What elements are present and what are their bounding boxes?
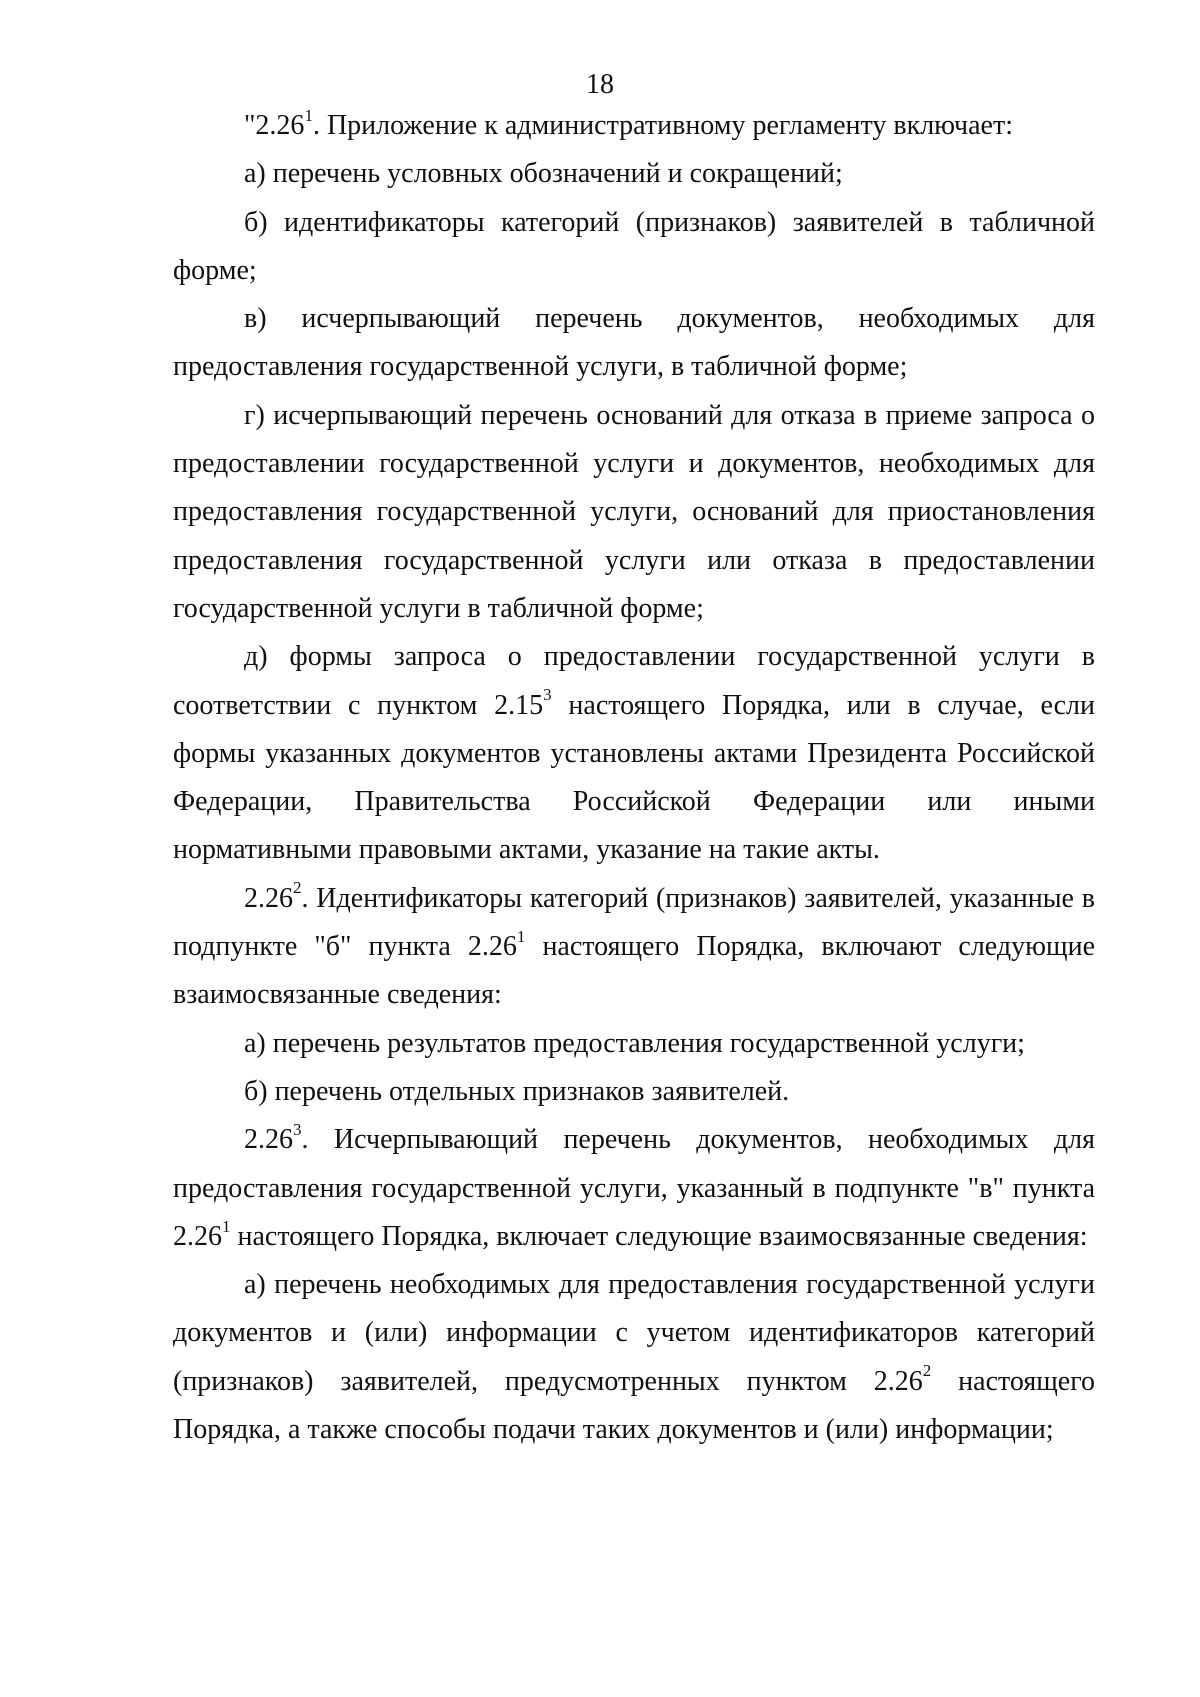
text-segment: "2.26 [244,110,305,141]
superscript-index: 3 [293,1119,302,1139]
text-segment: а) перечень результатов предоставления государственной услуги; [244,1027,1025,1059]
list-item-a [173,150,1095,198]
text-segment: настоящего Порядка, включает следующие взаимосвязанные сведения: [230,1220,1088,1252]
text-segment: а) перечень условных обозначений и сокращений; [244,158,843,190]
list-item-d [173,633,1095,874]
page-number: 18 [586,69,614,100]
list-item-v [173,295,1095,392]
text-segment: 2.26 [244,882,293,914]
superscript-index: 3 [543,685,552,705]
list-item-b-signs [173,1068,1095,1116]
superscript-index: 1 [516,926,526,946]
list-item-a-results [173,1020,1095,1068]
document-body [173,102,1095,1454]
text-segment: 2.26 [244,1124,293,1156]
paragraph-2-26-2 [173,875,1095,1020]
text-segment: в) исчерпывающий перечень документов, необходимых для предоставления государственной услуги, в табличной форме; [173,303,1095,383]
text-segment: б) идентификаторы категорий (признаков) заявителей в табличной форме; [173,206,1095,286]
text-segment: настоящего Порядка, включают следующие взаимосвязанные сведения: [173,931,1096,1011]
text-segment: а) перечень необходимых для предоставления государственной услуги документов и (или) информации с учетом идентификаторов категорий (признаков) заявителей, предусмотренных пунктом 2.26 [173,1269,1095,1397]
paragraph-2-26-3 [173,1116,1095,1261]
text-segment: . Исчерпывающий перечень документов, необходимых для предоставления государственной услуги, указанный в подпункте "в" пункта 2.26 [173,1124,1095,1252]
text-segment: г) исчерпывающий перечень оснований для отказа в приеме запроса о предоставлении государственной услуги и документов, необходимых для предоставления государственной услуги, оснований для приостановления предоставления государственной услуги или отказа в предоставлении государственной услуги в табличной форме; [173,399,1095,624]
paragraph-2-26-1 [173,102,1095,150]
list-item-a-documents [173,1261,1095,1454]
text-segment: б) перечень отдельных признаков заявителей. [244,1075,790,1107]
list-item-b [173,199,1095,296]
superscript-index: 2 [293,878,302,898]
text-segment: д) формы запроса о предоставлении государственной услуги в соответствии с пунктом 2.15 [173,641,1095,721]
text-segment: настоящего Порядка, или в случае, если формы указанных документов установлены актами Президента Российской Федерации, Правительства Российской Федерации или иными нормативными правовыми актами, указание на такие акты. [173,689,1095,866]
superscript-index: 1 [222,1216,231,1236]
text-segment: . Идентификаторы категорий (признаков) заявителей, указанные в подпункте "б" пункта 2.26 [173,882,1095,963]
text-segment: . Приложение к административному регламенту включает: [312,110,1013,141]
superscript-index: 2 [922,1361,932,1381]
text-segment: настоящего Порядка, а также способы подачи таких документов и (или) информации; [173,1365,1095,1446]
superscript-index: 1 [304,105,313,125]
list-item-g [173,392,1095,633]
